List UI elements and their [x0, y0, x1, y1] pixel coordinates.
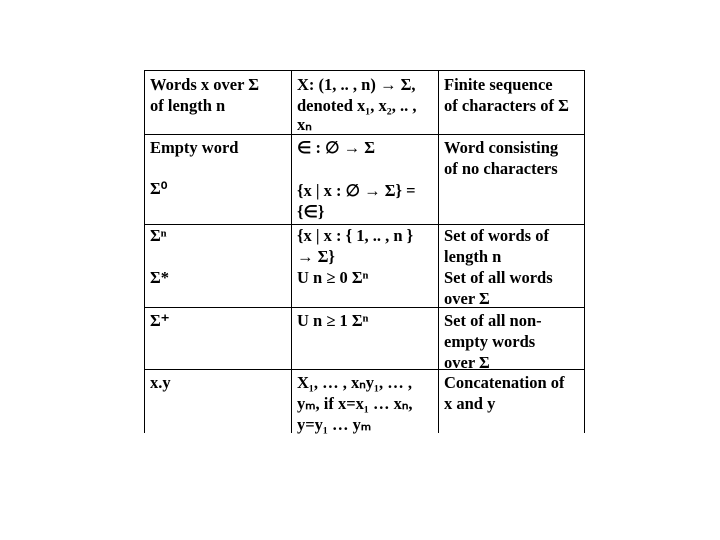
table-cell: ∈ : ∅ → Σ: [297, 138, 376, 157]
definitions-table: [144, 70, 585, 433]
table-cell: Σ*: [150, 268, 170, 287]
table-cell: Word consisting of no characters: [444, 138, 559, 178]
table-cell: Empty word: [150, 138, 239, 157]
row-divider: [145, 134, 584, 135]
table-cell: Set of all non- empty words over Σ: [444, 311, 542, 372]
table-cell: x.y: [150, 373, 171, 392]
table-cell: Σ⁰: [150, 179, 168, 198]
table-cell: {x | x : ∅ → Σ} = {∈}: [297, 181, 416, 221]
table-cell: Words x over Σ of length n: [150, 75, 260, 115]
table-cell: Finite sequence of characters of Σ: [444, 75, 569, 115]
table-cell: Σ⁺: [150, 311, 170, 330]
table-cell: {x | x : { 1, .. , n } → Σ}: [297, 226, 414, 266]
column-divider: [291, 71, 292, 433]
table-cell: X₁, … , xₙy₁, … , yₘ, if x=x₁ … xₙ, y=y₁ … yₘ: [297, 373, 413, 434]
table-cell: Σⁿ: [150, 226, 167, 245]
table-cell: Concatenation of x and y: [444, 373, 565, 413]
table-cell: Set of all words over Σ: [444, 268, 553, 308]
table-cell: Set of words of length n: [444, 226, 549, 266]
table-cell: U n ≥ 1 Σⁿ: [297, 311, 369, 330]
column-divider: [438, 71, 439, 433]
table-cell: U n ≥ 0 Σⁿ: [297, 268, 369, 287]
table-cell: X: (1, .. , n) → Σ, denoted x₁, x₂, .. , xₙ: [297, 75, 417, 134]
